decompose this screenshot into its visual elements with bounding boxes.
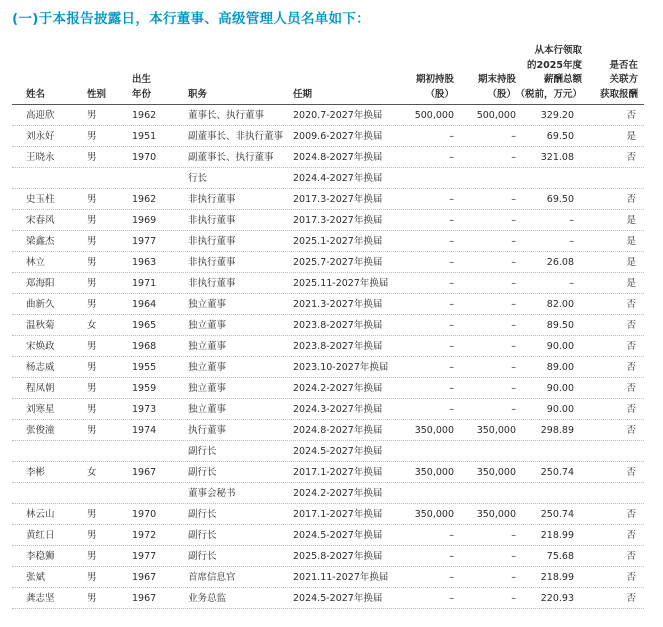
cell-related: 否 bbox=[626, 194, 636, 205]
cell-end: – bbox=[511, 551, 516, 562]
table-row bbox=[12, 357, 644, 378]
cell-gender: 女 bbox=[87, 467, 97, 478]
cell-year: 1967 bbox=[132, 467, 157, 478]
cell-term: 2024.4-2027年换届 bbox=[293, 173, 383, 184]
table-row bbox=[12, 546, 644, 567]
cell-name: 张斌 bbox=[26, 572, 46, 583]
cell-end: 500,000 bbox=[476, 110, 516, 121]
cell-term: 2024.3-2027年换届 bbox=[293, 404, 383, 415]
cell-init: – bbox=[449, 257, 454, 268]
cell-gender: 男 bbox=[87, 257, 97, 268]
table-row bbox=[12, 462, 644, 483]
cell-position: 独立董事 bbox=[188, 362, 227, 373]
header-initial-shares-line2: （股） bbox=[425, 88, 454, 100]
section-title: (一)于本报告披露日，本行董事、高级管理人员名单如下： bbox=[12, 11, 370, 27]
cell-salary: 90.00 bbox=[546, 341, 574, 352]
cell-related: 否 bbox=[626, 404, 636, 415]
header-position: 职务 bbox=[188, 88, 208, 100]
cell-init: 350,000 bbox=[414, 467, 454, 478]
cell-gender: 男 bbox=[87, 530, 97, 541]
cell-position: 董事会秘书 bbox=[188, 488, 236, 499]
cell-year: 1962 bbox=[132, 110, 157, 121]
cell-salary: 90.00 bbox=[546, 383, 574, 394]
cell-year: 1967 bbox=[132, 593, 157, 604]
cell-year: 1973 bbox=[132, 404, 157, 415]
cell-year: 1968 bbox=[132, 341, 157, 352]
cell-gender: 男 bbox=[87, 131, 97, 142]
cell-end: – bbox=[511, 341, 516, 352]
cell-position: 业务总监 bbox=[188, 593, 227, 604]
cell-salary: 321.08 bbox=[540, 152, 574, 163]
header-salary bbox=[515, 44, 582, 102]
cell-end: – bbox=[511, 194, 516, 205]
cell-end: 350,000 bbox=[476, 425, 516, 436]
cell-year: 1972 bbox=[132, 530, 157, 541]
cell-end: – bbox=[511, 131, 516, 142]
cell-gender: 男 bbox=[87, 425, 97, 436]
cell-position: 非执行董事 bbox=[188, 278, 236, 289]
cell-gender: 男 bbox=[87, 236, 97, 247]
cell-name: 高迎欣 bbox=[26, 110, 55, 121]
cell-gender: 男 bbox=[87, 551, 97, 562]
table-row bbox=[12, 399, 644, 420]
cell-salary: 298.89 bbox=[540, 425, 574, 436]
cell-name: 龚志坚 bbox=[26, 593, 55, 604]
cell-position: 首席信息官 bbox=[188, 572, 236, 583]
table-row bbox=[12, 273, 644, 294]
header-name: 姓名 bbox=[26, 88, 46, 100]
cell-year: 1951 bbox=[132, 131, 157, 142]
cell-name: 李稳狮 bbox=[26, 551, 55, 562]
cell-position: 独立董事 bbox=[188, 299, 227, 310]
cell-position: 副行长 bbox=[188, 530, 217, 541]
table-row bbox=[12, 378, 644, 399]
cell-related: 否 bbox=[626, 425, 636, 436]
header-salary-line1: 从本行领取 bbox=[534, 45, 582, 56]
cell-name: 张俊潼 bbox=[26, 425, 55, 436]
cell-init: – bbox=[449, 215, 454, 226]
cell-salary: – bbox=[569, 278, 574, 289]
header-ending-shares bbox=[478, 73, 516, 102]
cell-related: 否 bbox=[626, 509, 636, 520]
cell-init: – bbox=[449, 593, 454, 604]
cell-gender: 男 bbox=[87, 194, 97, 205]
cell-gender: 男 bbox=[87, 299, 97, 310]
table-row bbox=[12, 504, 644, 525]
cell-year: 1964 bbox=[132, 299, 157, 310]
cell-gender: 男 bbox=[87, 215, 97, 226]
cell-year: 1965 bbox=[132, 320, 157, 331]
cell-name: 温秋菊 bbox=[26, 320, 55, 331]
cell-salary: 250.74 bbox=[540, 467, 574, 478]
cell-term: 2021.11-2027年换届 bbox=[293, 572, 389, 583]
table-row bbox=[12, 525, 644, 546]
cell-year: 1962 bbox=[132, 194, 157, 205]
cell-related: 否 bbox=[626, 467, 636, 478]
cell-term: 2017.1-2027年换届 bbox=[293, 509, 383, 520]
cell-term: 2024.5-2027年换届 bbox=[293, 446, 383, 457]
cell-related: 是 bbox=[626, 236, 636, 247]
cell-gender: 男 bbox=[87, 278, 97, 289]
cell-related: 否 bbox=[626, 341, 636, 352]
cell-gender: 男 bbox=[87, 362, 97, 373]
cell-salary: 89.00 bbox=[546, 362, 574, 373]
header-ending-shares-line1: 期末持股 bbox=[477, 74, 516, 85]
cell-end: – bbox=[511, 320, 516, 331]
cell-term: 2017.1-2027年换届 bbox=[293, 467, 383, 478]
cell-year: 1970 bbox=[132, 152, 157, 163]
cell-init: – bbox=[449, 572, 454, 583]
cell-related: 是 bbox=[626, 215, 636, 226]
cell-term: 2017.3-2027年换届 bbox=[293, 194, 383, 205]
header-related-party bbox=[600, 59, 638, 103]
header-term: 任期 bbox=[293, 88, 313, 100]
cell-name: 杨志威 bbox=[26, 362, 55, 373]
cell-term: 2024.5-2027年换届 bbox=[293, 593, 383, 604]
cell-term: 2020.7-2027年换届 bbox=[293, 110, 383, 121]
cell-name: 刘永好 bbox=[26, 131, 55, 142]
cell-related: 否 bbox=[626, 572, 636, 583]
cell-init: – bbox=[449, 404, 454, 415]
cell-position: 独立董事 bbox=[188, 341, 227, 352]
cell-gender: 男 bbox=[87, 152, 97, 163]
cell-name: 林云山 bbox=[26, 509, 55, 520]
cell-init: 350,000 bbox=[414, 509, 454, 520]
header-gender: 性别 bbox=[87, 88, 107, 100]
cell-position: 独立董事 bbox=[188, 404, 227, 415]
table-row bbox=[12, 420, 644, 441]
cell-end: – bbox=[511, 593, 516, 604]
table-row bbox=[12, 483, 644, 504]
cell-end: – bbox=[511, 278, 516, 289]
cell-init: – bbox=[449, 131, 454, 142]
cell-position: 董事长、执行董事 bbox=[188, 110, 265, 121]
cell-year: 1969 bbox=[132, 215, 157, 226]
cell-init: 500,000 bbox=[414, 110, 454, 121]
cell-term: 2025.7-2027年换届 bbox=[293, 257, 383, 268]
table-row bbox=[12, 294, 644, 315]
cell-name: 程凤朝 bbox=[26, 383, 55, 394]
cell-gender: 男 bbox=[87, 572, 97, 583]
header-birth-year bbox=[132, 73, 151, 102]
cell-init: – bbox=[449, 194, 454, 205]
cell-position: 副行长 bbox=[188, 467, 217, 478]
cell-salary: 69.50 bbox=[546, 131, 574, 142]
header-salary-line4: （税前，万元） bbox=[515, 88, 582, 100]
cell-position: 执行董事 bbox=[188, 425, 227, 436]
cell-position: 副行长 bbox=[188, 509, 217, 520]
table-row bbox=[12, 441, 644, 462]
cell-init: – bbox=[449, 236, 454, 247]
cell-related: 否 bbox=[626, 593, 636, 604]
cell-init: – bbox=[449, 341, 454, 352]
table-row bbox=[12, 315, 644, 336]
table-row bbox=[12, 252, 644, 273]
cell-related: 否 bbox=[626, 299, 636, 310]
table-body bbox=[12, 105, 644, 609]
cell-related: 否 bbox=[626, 383, 636, 394]
cell-end: – bbox=[511, 257, 516, 268]
cell-term: 2021.3-2027年换届 bbox=[293, 299, 383, 310]
table-row bbox=[12, 147, 644, 168]
cell-end: – bbox=[511, 236, 516, 247]
cell-position: 副行长 bbox=[188, 446, 217, 457]
cell-name: 曲新久 bbox=[26, 299, 55, 310]
cell-term: 2024.2-2027年换届 bbox=[293, 383, 383, 394]
cell-end: – bbox=[511, 404, 516, 415]
cell-year: 1955 bbox=[132, 362, 157, 373]
cell-year: 1971 bbox=[132, 278, 157, 289]
cell-term: 2025.8-2027年换届 bbox=[293, 551, 383, 562]
cell-init: – bbox=[449, 362, 454, 373]
header-ending-shares-line2: （股） bbox=[487, 88, 516, 100]
cell-gender: 男 bbox=[87, 404, 97, 415]
cell-year: 1970 bbox=[132, 509, 157, 520]
table-row bbox=[12, 336, 644, 357]
cell-salary: 82.00 bbox=[546, 299, 574, 310]
cell-position: 非执行董事 bbox=[188, 194, 236, 205]
header-related-party-line1: 是否在 bbox=[609, 59, 638, 71]
table-header bbox=[12, 35, 644, 105]
table-row bbox=[12, 105, 644, 126]
cell-end: – bbox=[511, 152, 516, 163]
cell-term: 2025.1-2027年换届 bbox=[293, 236, 383, 247]
management-table bbox=[12, 35, 644, 609]
table-row bbox=[12, 231, 644, 252]
cell-related: 否 bbox=[626, 152, 636, 163]
table-row bbox=[12, 189, 644, 210]
cell-position: 非执行董事 bbox=[188, 257, 236, 268]
cell-term: 2009.6-2027年换届 bbox=[293, 131, 383, 142]
cell-name: 刘寒星 bbox=[26, 404, 55, 415]
header-birth-year-line2: 年份 bbox=[132, 88, 152, 100]
cell-year: 1967 bbox=[132, 572, 157, 583]
header-initial-shares bbox=[416, 73, 454, 102]
header-birth-year-line1: 出生 bbox=[132, 74, 152, 85]
header-related-party-line2: 关联方 bbox=[609, 74, 638, 85]
header-salary-line3: 薪酬总额 bbox=[543, 74, 582, 85]
cell-name: 郑海阳 bbox=[26, 278, 55, 289]
cell-term: 2024.2-2027年换届 bbox=[293, 488, 383, 499]
cell-position: 独立董事 bbox=[188, 383, 227, 394]
cell-related: 否 bbox=[626, 530, 636, 541]
cell-year: 1963 bbox=[132, 257, 157, 268]
cell-salary: 329.20 bbox=[540, 110, 574, 121]
cell-related: 否 bbox=[626, 551, 636, 562]
cell-gender: 男 bbox=[87, 593, 97, 604]
cell-name: 黄红日 bbox=[26, 530, 55, 541]
cell-end: – bbox=[511, 572, 516, 583]
cell-name: 王晓永 bbox=[26, 152, 55, 163]
cell-init: – bbox=[449, 551, 454, 562]
cell-init: – bbox=[449, 530, 454, 541]
cell-name: 宋焕政 bbox=[26, 341, 55, 352]
header-salary-line2: 的2025年度 bbox=[527, 59, 582, 71]
cell-init: – bbox=[449, 152, 454, 163]
cell-position: 行长 bbox=[188, 173, 208, 184]
cell-init: 350,000 bbox=[414, 425, 454, 436]
cell-salary: 90.00 bbox=[546, 404, 574, 415]
cell-position: 副行长 bbox=[188, 551, 217, 562]
cell-related: 否 bbox=[626, 362, 636, 373]
cell-position: 独立董事 bbox=[188, 320, 227, 331]
table-row bbox=[12, 168, 644, 189]
cell-gender: 男 bbox=[87, 341, 97, 352]
cell-year: 1977 bbox=[132, 236, 157, 247]
cell-salary: 69.50 bbox=[546, 194, 574, 205]
cell-init: – bbox=[449, 299, 454, 310]
cell-salary: – bbox=[569, 236, 574, 247]
cell-gender: 女 bbox=[87, 320, 97, 331]
cell-related: 否 bbox=[626, 320, 636, 331]
cell-salary: 250.74 bbox=[540, 509, 574, 520]
cell-position: 副董事长、执行董事 bbox=[188, 152, 274, 163]
cell-related: 是 bbox=[626, 131, 636, 142]
cell-term: 2023.8-2027年换届 bbox=[293, 320, 383, 331]
cell-term: 2024.8-2027年换届 bbox=[293, 152, 383, 163]
cell-end: – bbox=[511, 299, 516, 310]
cell-term: 2017.3-2027年换届 bbox=[293, 215, 383, 226]
cell-term: 2024.8-2027年换届 bbox=[293, 425, 383, 436]
cell-end: – bbox=[511, 383, 516, 394]
cell-name: 梁鑫杰 bbox=[26, 236, 55, 247]
cell-year: 1974 bbox=[132, 425, 157, 436]
cell-end: – bbox=[511, 215, 516, 226]
cell-salary: 75.68 bbox=[546, 551, 574, 562]
cell-position: 非执行董事 bbox=[188, 215, 236, 226]
cell-year: 1977 bbox=[132, 551, 157, 562]
cell-gender: 男 bbox=[87, 509, 97, 520]
cell-end: 350,000 bbox=[476, 509, 516, 520]
cell-related: 是 bbox=[626, 278, 636, 289]
cell-salary: – bbox=[569, 215, 574, 226]
cell-end: – bbox=[511, 530, 516, 541]
cell-salary: 220.93 bbox=[540, 593, 574, 604]
cell-name: 林立 bbox=[26, 257, 46, 268]
table-row bbox=[12, 567, 644, 588]
cell-related: 是 bbox=[626, 257, 636, 268]
cell-salary: 218.99 bbox=[540, 572, 574, 583]
cell-year: 1959 bbox=[132, 383, 157, 394]
cell-end: – bbox=[511, 362, 516, 373]
cell-init: – bbox=[449, 278, 454, 289]
cell-salary: 26.08 bbox=[546, 257, 574, 268]
table-row bbox=[12, 588, 644, 609]
cell-end: 350,000 bbox=[476, 467, 516, 478]
cell-term: 2023.10-2027年换届 bbox=[293, 362, 389, 373]
table-row bbox=[12, 126, 644, 147]
cell-salary: 218.99 bbox=[540, 530, 574, 541]
cell-term: 2023.8-2027年换届 bbox=[293, 341, 383, 352]
header-initial-shares-line1: 期初持股 bbox=[415, 74, 454, 85]
cell-gender: 男 bbox=[87, 110, 97, 121]
cell-init: – bbox=[449, 320, 454, 331]
cell-name: 宋春风 bbox=[26, 215, 55, 226]
cell-position: 副董事长、非执行董事 bbox=[188, 131, 284, 142]
cell-init: – bbox=[449, 383, 454, 394]
cell-term: 2025.11-2027年换届 bbox=[293, 278, 389, 289]
header-related-party-line3: 获取报酬 bbox=[599, 88, 638, 100]
table-row bbox=[12, 210, 644, 231]
cell-term: 2024.5-2027年换届 bbox=[293, 530, 383, 541]
cell-gender: 男 bbox=[87, 383, 97, 394]
cell-related: 否 bbox=[626, 110, 636, 121]
cell-position: 非执行董事 bbox=[188, 236, 236, 247]
cell-name: 史玉柱 bbox=[26, 194, 55, 205]
cell-salary: 89.50 bbox=[546, 320, 574, 331]
cell-name: 李彬 bbox=[26, 467, 46, 478]
